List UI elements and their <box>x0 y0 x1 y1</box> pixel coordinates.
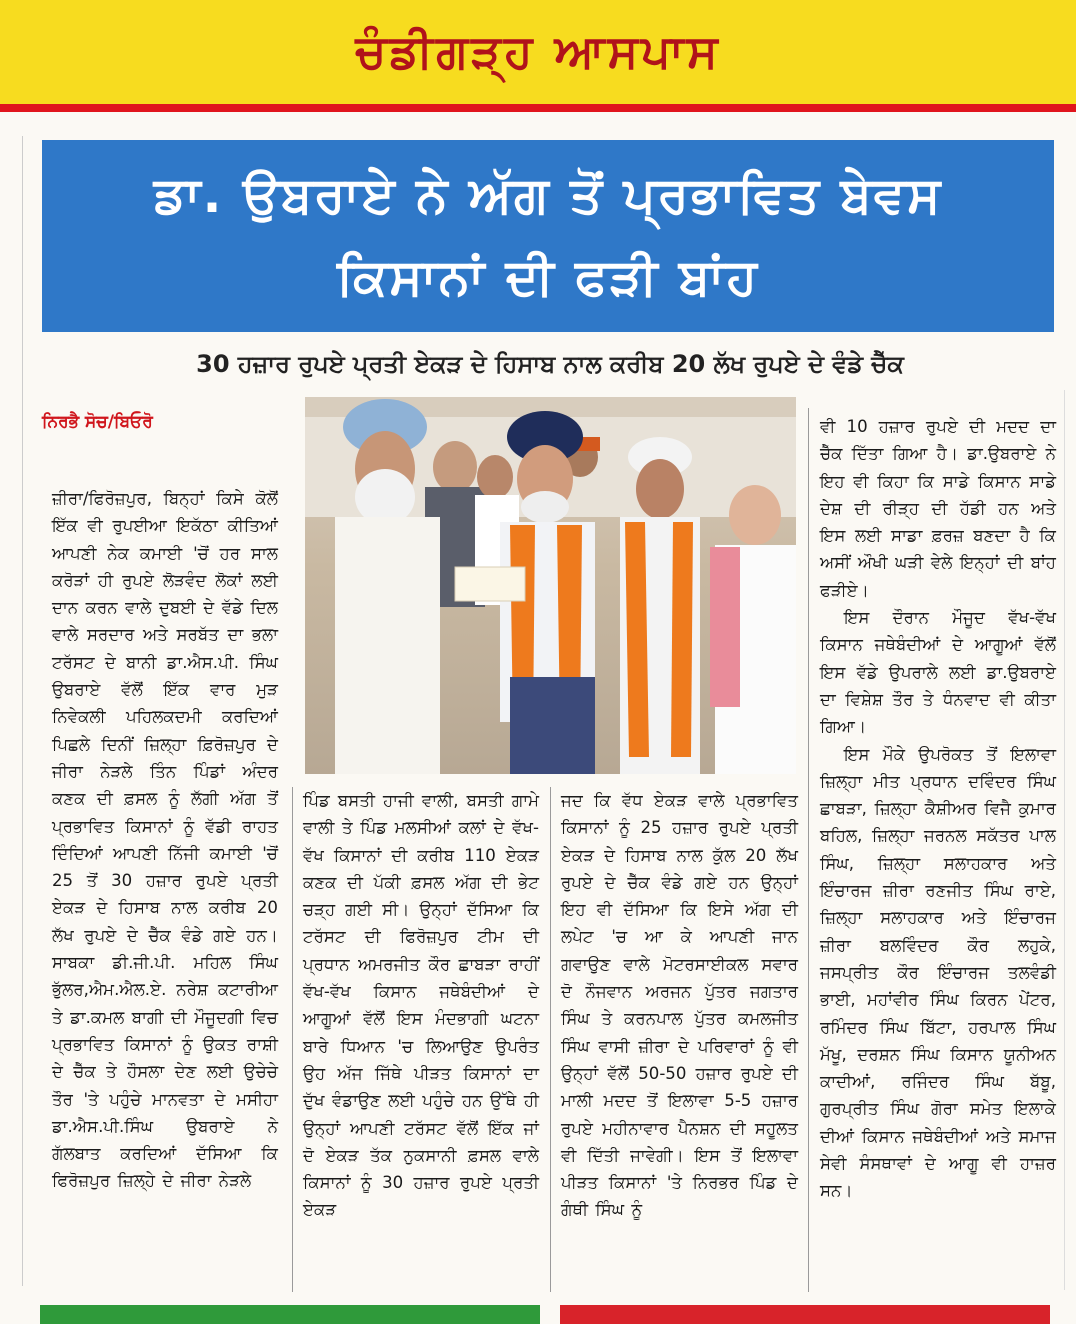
column-rule <box>808 408 809 1292</box>
article-paragraph: ਜਦ ਕਿ ਵੱਧ ਏਕੜ ਵਾਲੇ ਪ੍ਰਭਾਵਿਤ ਕਿਸਾਨਾਂ ਨੂੰ 25 ਹਜ਼ਾਰ ਰੁਪਏ ਪ੍ਰਤੀ ਏਕੜ ਦੇ ਹਿਸਾਬ ਨਾਲ ਕੁੱਲ 20 ਲੱਖ ਰੁਪਏ ਦੇ ਚੈੱਕ ਵੰਡੇ ਗਏ ਹਨ ਉਨ੍ਹਾਂ ਇਹ ਵੀ ਦੱਸਿਆ ਕਿ ਇਸੇ ਅੱਗ ਦੀ ਲਪੇਟ 'ਚ ਆ ਕੇ ਆਪਣੀ ਜਾਨ ਗਵਾਉਣ ਵਾਲੇ ਮੋਟਰਸਾਈਕਲ ਸਵਾਰ ਦੋ ਨੌਜਵਾਨ ਅਰਜਨ ਪੁੱਤਰ ਜਗਤਾਰ ਸਿੰਘ ਤੇ ਕਰਨਪਾਲ ਪੁੱਤਰ ਕਮਲਜੀਤ ਸਿੰਘ ਵਾਸੀ ਜ਼ੀਰਾ ਦੇ ਪਰਿਵਾਰਾਂ ਨੂੰ ਵੀ ਉਨ੍ਹਾਂ ਵੱਲੋਂ 50-50 ਹਜ਼ਾਰ ਰੁਪਏ ਦੀ ਮਾਲੀ ਮਦਦ ਤੋਂ ਇਲਾਵਾ 5-5 ਹਜ਼ਾਰ ਰੁਪਏ ਮਹੀਨਾਵਾਰ ਪੈਨਸ਼ਨ ਦੀ ਸਹੂਲਤ ਵੀ ਦਿੱਤੀ ਜਾਵੇਗੀ। ਇਸ ਤੋਂ ਇਲਾਵਾ ਪੀੜਤ ਕਿਸਾਨਾਂ 'ਤੇ ਨਿਰਭਰ ਪਿੰਡ ਦੇ ਗੰਥੀ ਸਿੰਘ ਨੂੰ <box>561 791 798 1220</box>
article-paragraph: ਇਸ ਦੌਰਾਨ ਮੌਜੂਦ ਵੱਖ-ਵੱਖ ਕਿਸਾਨ ਜਥੇਬੰਦੀਆਂ ਦੇ ਆਗੂਆਂ ਵੱਲੋਂ ਇਸ ਵੱਡੇ ਉਪਰਾਲੇ ਲਈ ਡਾ.ਉਬਰਾਏ ਦਾ ਵਿਸ਼ੇਸ਼ ਤੌਰ ਤੇ ਧੰਨਵਾਦ ਵੀ ਕੀਤਾ ਗਿਆ। <box>820 608 1056 737</box>
section-title: ਚੰਡੀਗੜ੍ਹ ਆਸਪਾਸ <box>355 24 721 78</box>
byline: ਨਿਰਭੈ ਸੋਚ/ਬਿਓਰੋ <box>42 412 153 432</box>
next-article-band-green <box>40 1305 540 1324</box>
headline-line-2: ਕਿਸਾਨਾਂ ਦੀ ਫੜੀ ਬਾਂਹ <box>337 248 759 306</box>
article-column-4 <box>820 413 1056 1205</box>
news-photo <box>305 397 796 774</box>
article-column-3 <box>561 787 798 1224</box>
article-paragraph: ਵੀ 10 ਹਜ਼ਾਰ ਰੁਪਏ ਦੀ ਮਦਦ ਦਾ ਚੈੱਕ ਦਿੱਤਾ ਗਿਆ ਹੈ। ਡਾ.ਉਬਰਾਏ ਨੇ ਇਹ ਵੀ ਕਿਹਾ ਕਿ ਸਾਡੇ ਕਿਸਾਨ ਸਾਡੇ ਦੇਸ਼ ਦੀ ਰੀੜ੍ਹ ਦੀ ਹੱਡੀ ਹਨ ਅਤੇ ਇਸ ਲਈ ਸਾਡਾ ਫ਼ਰਜ਼ ਬਣਦਾ ਹੈ ਕਿ ਅਸੀਂ ਔਖੀ ਘੜੀ ਵੇਲੇ ਇਨ੍ਹਾਂ ਦੀ ਬਾਂਹ ਫੜੀਏ। <box>820 417 1056 600</box>
article-paragraph: ਇਸ ਮੌਕੇ ਉਪਰੋਕਤ ਤੋਂ ਇਲਾਵਾ ਜ਼ਿਲ੍ਹਾ ਮੀਤ ਪ੍ਰਧਾਨ ਦਵਿੰਦਰ ਸਿੰਘ ਛਾਬੜਾ, ਜ਼ਿਲ੍ਹਾ ਕੈਸ਼ੀਅਰ ਵਿਜੈ ਕੁਮਾਰ ਬਹਿਲ, ਜ਼ਿਲ੍ਹਾ ਜਰਨਲ ਸਕੱਤਰ ਪਾਲ ਸਿੰਘ, ਜ਼ਿਲ੍ਹਾ ਸਲਾਹਕਾਰ ਅਤੇ ਇੰਚਾਰਜ ਜ਼ੀਰਾ ਰਣਜੀਤ ਸਿੰਘ ਰਾਏ, ਜ਼ਿਲ੍ਹਾ ਸਲਾਹਕਾਰ ਅਤੇ ਇੰਚਾਰਜ ਜ਼ੀਰਾ ਬਲਵਿੰਦਰ ਕੌਰ ਲਹੁਕੇ, ਜਸਪ੍ਰੀਤ ਕੌਰ ਇੰਚਾਰਜ ਤਲਵੰਡੀ ਭਾਈ, ਮਹਾਂਵੀਰ ਸਿੰਘ ਕਿਰਨ ਪੇਂਟਰ, ਰਮਿੰਦਰ ਸਿੰਘ ਬਿੱਟਾ, ਹਰਪਾਲ ਸਿੰਘ ਮੱਖੂ, ਦਰਸ਼ਨ ਸਿੰਘ ਕਿਸਾਨ ਯੂਨੀਅਨ ਕਾਦੀਆਂ, ਰਜਿੰਦਰ ਸਿੰਘ ਬੱਬੂ, ਗੁਰਪ੍ਰੀਤ ਸਿੰਘ ਗੋਰਾ ਸਮੇਤ ਇਲਾਕੇ ਦੀਆਂ ਕਿਸਾਨ ਜਥੇਬੰਦੀਆਂ ਅਤੇ ਸਮਾਜ ਸੇਵੀ ਸੰਸਥਾਵਾਂ ਦੇ ਆਗੂ ਵੀ ਹਾਜ਼ਰ ਸਨ। <box>820 744 1056 1201</box>
column-rule <box>292 787 293 1292</box>
adjacent-column-edge <box>0 136 23 1286</box>
article-column-2 <box>303 787 539 1224</box>
article-paragraph: ਪਿੰਡ ਬਸਤੀ ਹਾਜੀ ਵਾਲੀ, ਬਸਤੀ ਗਾਮੇ ਵਾਲੀ ਤੇ ਪਿੰਡ ਮਲਸੀਆਂ ਕਲਾਂ ਦੇ ਵੱਖ-ਵੱਖ ਕਿਸਾਨਾਂ ਦੀ ਕਰੀਬ 110 ਏਕੜ ਕਣਕ ਦੀ ਪੱਕੀ ਫ਼ਸਲ ਅੱਗ ਦੀ ਭੇਟ ਚੜ੍ਹ ਗਈ ਸੀ। ਉਨ੍ਹਾਂ ਦੱਸਿਆ ਕਿ ਟਰੱਸਟ ਦੀ ਫਿਰੋਜ਼ਪੁਰ ਟੀਮ ਦੀ ਪ੍ਰਧਾਨ ਅਮਰਜੀਤ ਕੌਰ ਛਾਬੜਾ ਰਾਹੀਂ ਵੱਖ-ਵੱਖ ਕਿਸਾਨ ਜਥੇਬੰਦੀਆਂ ਦੇ ਆਗੂਆਂ ਵੱਲੋਂ ਇਸ ਮੰਦਭਾਗੀ ਘਟਨਾ ਬਾਰੇ ਧਿਆਨ 'ਚ ਲਿਆਉਣ ਉਪਰੰਤ ਉਹ ਅੱਜ ਜਿੱਥੇ ਪੀੜਤ ਕਿਸਾਨਾਂ ਦਾ ਦੁੱਖ ਵੰਡਾਉਣ ਲਈ ਪਹੁੰਚੇ ਹਨ ਉੱਥੇ ਹੀ ਉਨ੍ਹਾਂ ਆਪਣੀ ਟਰੱਸਟ ਵੱਲੋਂ ਇੱਕ ਜਾਂ ਦੋ ਏਕੜ ਤੱਕ ਨੁਕਸਾਨੀ ਫ਼ਸਲ ਵਾਲੇ ਕਿਸਾਨਾਂ ਨੂੰ 30 ਹਜ਼ਾਰ ਰੁਪਏ ਪ੍ਰਤੀ ਏਕੜ <box>303 791 539 1220</box>
article-column-1 <box>52 485 278 1195</box>
headline-line-1: ਡਾ. ਉਬਰਾਏ ਨੇ ਅੱਗ ਤੋਂ ਪ੍ਰਭਾਵਿਤ ਬੇਵਸ <box>153 166 943 224</box>
article-paragraph: ਜ਼ੀਰਾ/ਫਿਰੋਜ਼ਪੁਰ, ਬਿਨ੍ਹਾਂ ਕਿਸੇ ਕੋਲੋਂ ਇੱਕ ਵੀ ਰੁਪਈਆ ਇਕੱਠਾ ਕੀਤਿਆਂ ਆਪਣੀ ਨੇਕ ਕਮਾਈ 'ਚੋਂ ਹਰ ਸਾਲ ਕਰੋੜਾਂ ਹੀ ਰੁਪਏ ਲੋੜਵੰਦ ਲੋਕਾਂ ਲਈ ਦਾਨ ਕਰਨ ਵਾਲੇ ਦੁਬਈ ਦੇ ਵੱਡੇ ਦਿਲ ਵਾਲੇ ਸਰਦਾਰ ਅਤੇ ਸਰਬੱਤ ਦਾ ਭਲਾ ਟਰੱਸਟ ਦੇ ਬਾਨੀ ਡਾ.ਐਸ.ਪੀ. ਸਿੰਘ ਉਬਰਾਏ ਵੱਲੋਂ ਇੱਕ ਵਾਰ ਮੁੜ ਨਿਵੇਕਲੀ ਪਹਿਲਕਦਮੀ ਕਰਦਿਆਂ ਪਿਛਲੇ ਦਿਨੀਂ ਜ਼ਿਲ੍ਹਾ ਫ਼ਿਰੋਜ਼ਪੁਰ ਦੇ ਜੀਰਾ ਨੇੜਲੇ ਤਿੰਨ ਪਿੰਡਾਂ ਅੰਦਰ ਕਣਕ ਦੀ ਫ਼ਸਲ ਨੂੰ ਲੱਗੀ ਅੱਗ ਤੋਂ ਪ੍ਰਭਾਵਿਤ ਕਿਸਾਨਾਂ ਨੂੰ ਵੱਡੀ ਰਾਹਤ ਦਿੰਦਿਆਂ ਆਪਣੀ ਨਿੱਜੀ ਕਮਾਈ 'ਚੋਂ 25 ਤੋਂ 30 ਹਜ਼ਾਰ ਰੁਪਏ ਪ੍ਰਤੀ ਏਕੜ ਦੇ ਹਿਸਾਬ ਨਾਲ ਕਰੀਬ 20 ਲੱਖ ਰੁਪਏ ਦੇ ਚੈੱਕ ਵੰਡੇ ਗਏ ਹਨ। ਸਾਬਕਾ ਡੀ.ਜੀ.ਪੀ. ਮਹਿਲ ਸਿੰਘ ਭੁੱਲਰ,ਐਮ.ਐਲ.ਏ. ਨਰੇਸ਼ ਕਟਾਰੀਆ ਤੇ ਡਾ.ਕਮਲ ਬਾਗੀ ਦੀ ਮੌਜੂਦਗੀ ਵਿਚ ਪ੍ਰਭਾਵਿਤ ਕਿਸਾਨਾਂ ਨੂੰ ਉਕਤ ਰਾਸ਼ੀ ਦੇ ਚੈੱਕ ਤੇ ਹੌਸਲਾ ਦੇਣ ਲਈ ਉਚੇਚੇ ਤੌਰ 'ਤੇ ਪਹੁੰਚੇ ਮਾਨਵਤਾ ਦੇ ਮਸੀਹਾ ਡਾ.ਐਸ.ਪੀ.ਸਿੰਘ ਉਬਰਾਏ ਨੇ ਗੱਲਬਾਤ ਕਰਦਿਆਂ ਦੱਸਿਆ ਕਿ ਫਿਰੋਜ਼ਪੁਰ ਜ਼ਿਲ੍ਹੇ ਦੇ ਜੀਰਾ ਨੇੜਲੇ <box>52 489 278 1191</box>
headline-box <box>42 140 1054 332</box>
next-article-band-red <box>560 1305 1050 1324</box>
masthead-band <box>0 0 1076 104</box>
photo-illustration <box>305 397 796 774</box>
subheadline: 30 ਹਜ਼ਾਰ ਰੁਪਏ ਪ੍ਰਤੀ ਏਕੜ ਦੇ ਹਿਸਾਬ ਨਾਲ ਕਰੀਬ 20 ਲੱਖ ਰੁਪਏ ਦੇ ਵੰਡੇ ਚੈੱਕ <box>196 350 904 378</box>
column-rule <box>550 787 551 1292</box>
adjacent-column-edge-right <box>1064 390 1076 1290</box>
masthead-divider <box>0 104 1076 112</box>
